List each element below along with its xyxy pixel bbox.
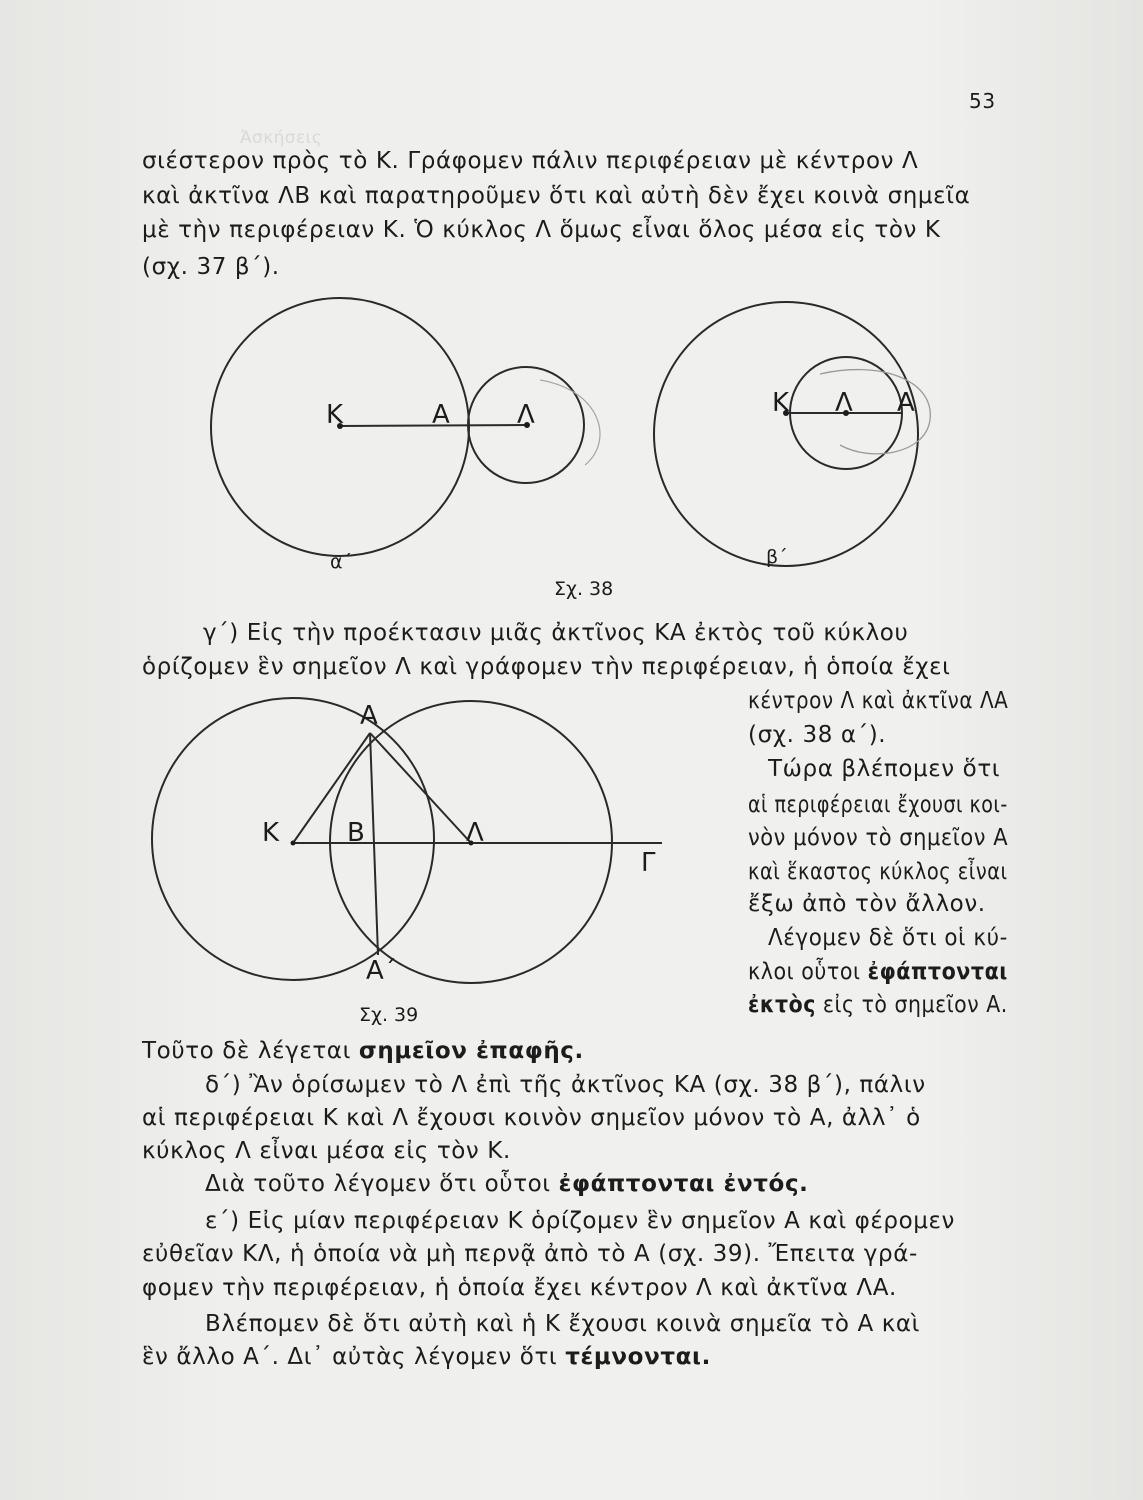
- fig38a-sublabel: α΄: [330, 551, 353, 573]
- fig38b-circle-k: [654, 302, 918, 566]
- text-line: αἱ περιφέρειαι Κ καὶ Λ ἔχουσι κοινὸν σημεῖον μόνον τὸ Α, ἀλλ᾽ ὁ: [142, 1105, 921, 1131]
- pencil-scribble: [540, 380, 600, 465]
- fig39-radius-la: [370, 733, 471, 843]
- fig39-label-b: Β: [347, 818, 365, 848]
- text-line: αἱ περιφέρειαι ἔχουσι κοι-: [748, 792, 1008, 818]
- text-line: νὸν μόνον τὸ σημεῖον Α: [748, 825, 1009, 851]
- text-line: ὁρίζομεν ἓν σημεῖον Λ καὶ γράφομεν τὴν περιφέρειαν, ἡ ὁποία ἔχει: [142, 654, 951, 680]
- text-line: καὶ ἀκτῖνα ΛΒ καὶ παρατηροῦμεν ὅτι καὶ αὐτὴ δὲν ἔχει κοινὰ σημεῖα: [142, 183, 971, 209]
- page-number: 53: [969, 89, 996, 113]
- text-line: ἔξω ἀπὸ τὸν ἄλλον.: [748, 891, 986, 917]
- text-line: (σχ. 37 β΄).: [142, 254, 280, 280]
- text-run: ἓν ἄλλο Α΄. Δι᾽ αὐτὰς λέγομεν ὅτι: [142, 1344, 566, 1370]
- text-line: σιέστερον πρὸς τὸ Κ. Γράφομεν πάλιν περιφέρειαν μὲ κέντρον Λ: [142, 148, 919, 174]
- text-line: Λέγομεν δὲ ὅτι οἱ κύ-: [768, 925, 1008, 951]
- text-line: καὶ ἕκαστος κύκλος εἶναι: [748, 859, 1008, 885]
- fig39-label-k: Κ: [262, 818, 280, 848]
- fig39-caption: Σχ. 39: [359, 1004, 419, 1026]
- emphasis-term: ἐκτὸς: [748, 992, 816, 1018]
- fig39-label-l: Λ: [466, 818, 484, 848]
- fig38b-sublabel: β΄: [766, 546, 788, 568]
- text-line: κέντρον Λ καὶ ἀκτῖνα ΛΑ: [748, 688, 1009, 714]
- fig39-label-a-prime: Α΄: [366, 956, 397, 986]
- text-line: (σχ. 38 α΄).: [748, 722, 887, 748]
- fig38a-label-k: Κ: [326, 400, 344, 430]
- text-run: εἰς τὸ σημεῖον Α.: [815, 992, 1008, 1018]
- text-line: [142, 1346, 711, 1369]
- text-run: Διὰ τοῦτο λέγομεν ὅτι οὗτοι: [205, 1171, 559, 1197]
- text-run: Τοῦτο δὲ λέγεται: [142, 1038, 359, 1064]
- text-line: φομεν τὴν περιφέρειαν, ἡ ὁποία ἔχει κέντρον Λ καὶ ἀκτῖνα ΛΑ.: [142, 1275, 897, 1301]
- text-line: Τώρα βλέπομεν ὅτι: [768, 756, 1001, 782]
- emphasis-term: ἐφάπτονται ἐντός.: [558, 1171, 809, 1197]
- emphasis-term: ἐφάπτονται: [867, 959, 1008, 985]
- text-line: ε΄) Εἰς μίαν περιφέρειαν Κ ὁρίζομεν ἓν σημεῖον Α καὶ φέρομεν: [205, 1208, 955, 1234]
- text-run: κλοι οὗτοι: [748, 959, 868, 985]
- text-line: [748, 994, 1008, 1017]
- fig39-circle-k: [152, 698, 434, 980]
- text-line: [142, 1040, 584, 1063]
- fig38b-label-a: Α: [897, 388, 915, 418]
- text-line: γ΄) Εἰς τὴν προέκτασιν μιᾶς ἀκτῖνος ΚΑ ἐκτὸς τοῦ κύκλου: [203, 620, 909, 646]
- fig39-center-k-dot: [291, 841, 296, 846]
- text-line: δ΄) Ἂν ὁρίσωμεν τὸ Λ ἐπὶ τῆς ἀκτῖνος ΚΑ (σχ. 38 β΄), πάλιν: [205, 1072, 926, 1098]
- fig38a-label-l: Λ: [517, 400, 535, 430]
- emphasis-term: σημεῖον ἐπαφῆς.: [358, 1038, 584, 1064]
- fig38b-label-l: Λ: [835, 388, 853, 418]
- text-line: [205, 1173, 809, 1196]
- fig39-label-a: Α: [360, 701, 378, 731]
- fig38b-label-k: Κ: [772, 388, 790, 418]
- fig38-caption: Σχ. 38: [554, 578, 614, 600]
- text-line: Βλέπομεν δὲ ὅτι αὐτὴ καὶ ἡ Κ ἔχουσι κοινὰ σημεῖα τὸ Α καὶ: [205, 1311, 921, 1337]
- bleed-through-text: Ἀσκήσεις: [240, 128, 323, 148]
- text-line: μὲ τὴν περιφέρειαν Κ. Ὁ κύκλος Λ ὅμως εἶναι ὅλος μέσα εἰς τὸν Κ: [142, 217, 941, 243]
- emphasis-term: τέμνονται.: [565, 1344, 711, 1370]
- text-line: [748, 961, 1008, 984]
- text-line: εὐθεῖαν ΚΛ, ἡ ὁποία νὰ μὴ περνᾷ ἀπὸ τὸ Α (σχ. 39). Ἔπειτα γρά-: [142, 1241, 918, 1267]
- fig38a-label-a: Α: [432, 400, 450, 430]
- text-line: κύκλος Λ εἶναι μέσα εἰς τὸν Κ.: [142, 1138, 511, 1164]
- fig39-label-g: Γ: [641, 848, 656, 878]
